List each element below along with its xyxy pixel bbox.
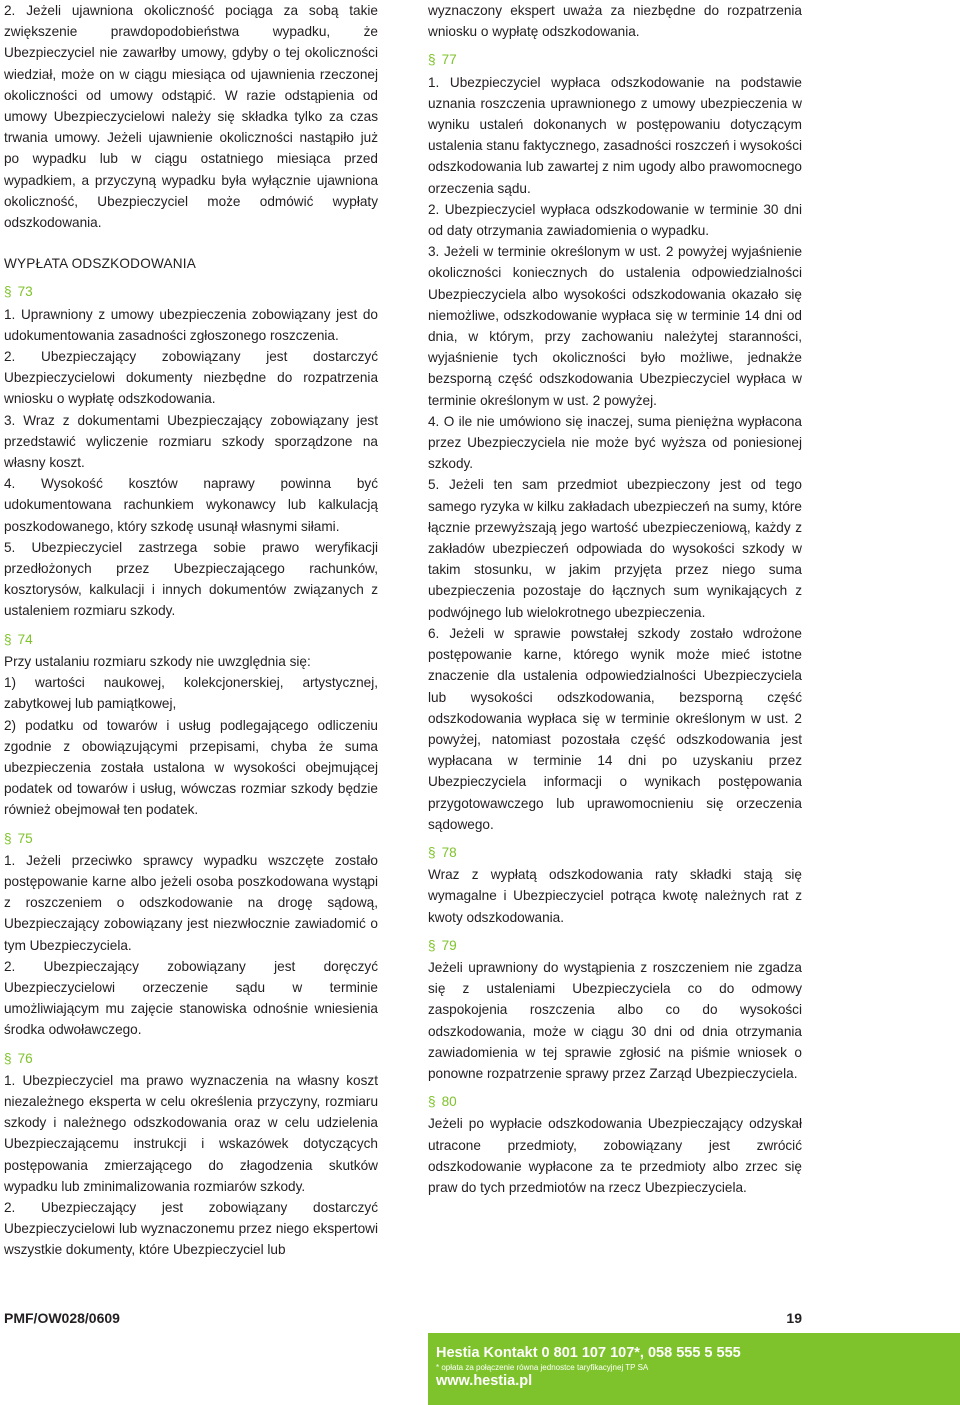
paragraph: 4. Wysokość kosztów naprawy powinna być udokumentowana rachunkiem wykonawcy lub kalkulacją poszkodowanego, który szkodę usunął własnymi siłami. [4, 476, 378, 534]
paragraph: 2. Ubezpieczyciel wypłaca odszkodowanie w terminie 30 dni od daty otrzymania zawiadomienia o wypadku. [428, 201, 802, 239]
website-link[interactable]: www.hestia.pl [436, 1373, 533, 1389]
contact-phone-line: Hestia Kontakt 0 801 107 107*, 058 555 5 555 [436, 1345, 741, 1361]
paragraph: Wraz z wypłatą odszkodowania raty składki stają się wymagalne i Ubezpieczyciel potrąca kwotę należnych rat z kwoty odszkodowania. [428, 867, 802, 925]
section-sign: § [4, 830, 12, 846]
section-sign: § [4, 1050, 12, 1066]
section-heading: WYPŁATA ODSZKODOWANIA [4, 256, 197, 272]
right-column [428, 0, 802, 1198]
section-number-value: 78 [441, 844, 457, 860]
paragraph: 2. Ubezpieczający zobowiązany jest doręczyć Ubezpieczycielowi orzeczenie sądu w terminie umożliwiającym mu zajęcie stanowiska odnośnie wniesienia środka odwoławczego. [4, 958, 378, 1038]
contact-footnote: * opłata za połączenie równa jednostce taryfikacyjnej TP SA [436, 1363, 649, 1372]
paragraph: 1) wartości naukowej, kolekcjonerskiej, artystycznej, zabytkowej lub pamiątkowej, [4, 675, 378, 712]
section-number-value: 76 [17, 1050, 33, 1066]
paragraph: Przy ustalaniu rozmiaru szkody nie uwzględnia się: [4, 653, 311, 669]
section-sign: § [428, 937, 436, 953]
paragraph: 2. Ubezpieczający jest zobowiązany dostarczyć Ubezpieczycielowi lub wyznaczonemu przez niego ekspertowi wszystkie dokumenty, które Ubezpieczyciel lub [4, 1199, 378, 1258]
paragraph: 2. Ubezpieczający zobowiązany jest dostarczyć Ubezpieczycielowi dokumenty niezbędne do rozpatrzenia wniosku o wypłatę odszkodowania. [4, 349, 378, 407]
section-sign: § [4, 631, 12, 647]
section-sign: § [428, 52, 436, 68]
contact-bar [428, 1333, 960, 1405]
left-column [4, 0, 378, 1261]
section-number [4, 281, 378, 302]
paragraph: 2) podatku od towarów i usług podlegającego odliczeniu zgodnie z obowiązującymi przepisami, chyba że suma ubezpieczenia została ustalona w wysokości obejmującej podatek od towarów i usług, wówczas rozmiar szkody będzie również obejmował ten podatek. [4, 717, 378, 818]
section-number [4, 629, 378, 650]
section-number-value: 73 [17, 284, 33, 300]
paragraph: wyznaczony ekspert uważa za niezbędne do rozpatrzenia wniosku o wypłatę odszkodowania. [428, 3, 802, 40]
section-number [4, 1048, 378, 1069]
paragraph: 1. Ubezpieczyciel ma prawo wyznaczenia na własny koszt niezależnego eksperta w celu określenia przyczyny, rozmiaru szkody i należnego odszkodowania oraz w celu udzielenia Ubezpieczającemu instrukcji i wskazówek dotyczących postępowania zmierzającego do złagodzenia skutków wypadku lub zminimalizowania rozmiarów szkody. [4, 1072, 378, 1194]
paragraph: 1. Ubezpieczyciel wypłaca odszkodowanie na podstawie uznania roszczenia uprawnionego z umowy ubezpieczenia w wyniku ustaleń dokonanych w postępowaniu dotyczącym ustalenia stanu faktycznego, zasadności roszczeń i wysokości odszkodowania lub zawartej z nim ugody albo prawomocnego orzeczenia sądu. [428, 74, 803, 196]
page-number: 19 [786, 1310, 802, 1326]
section-sign: § [4, 284, 12, 300]
section-sign: § [428, 1094, 436, 1110]
section-number-value: 74 [17, 631, 33, 647]
paragraph: 3. Jeżeli w terminie określonym w ust. 2 powyżej wyjaśnienie okoliczności koniecznych do ustalenia odpowiedzialności Ubezpieczyciela albo wysokości odszkodowania okazało się niemożliwe, odszkodowanie wypłaca się w terminie 14 dni od dnia, w którym, przy zachowaniu należytej staranności, wyjaśnienie tych okoliczności było możliwe, jednakże bezsporną część odszkodowania Ubezpieczyciel wypłaca w terminie określonym w ust. 2 powyżej. [428, 244, 802, 408]
section-sign: § [428, 844, 436, 860]
paragraph: 5. Ubezpieczyciel zastrzega sobie prawo weryfikacji przedłożonych przez Ubezpieczającego rachunków, kosztorysów, kalkulacji i innych dokumentów związanych z ustaleniem rozmiaru szkody. [4, 539, 378, 619]
paragraph: 3. Wraz z dokumentami Ubezpieczający zobowiązany jest przedstawić wyliczenie rozmiaru szkody sporządzone na własny koszt. [4, 412, 378, 471]
section-number-value: 79 [441, 937, 457, 953]
paragraph: 2. Jeżeli ujawniona okoliczność pociąga za sobą takie zwiększenie prawdopodobieństwa wypadku, że Ubezpieczyciel nie zawarłby umowy, gdyby o tej okoliczności wiedział, może on w ciągu miesiąca od ujawnienia rzeczonej okoliczności od umowy odstąpić. W razie odstąpienia od umowy Ubezpieczycielowi należy się składka tylko za czas trwania umowy. Jeżeli ujawnienie okoliczności nastąpiło już po wypadku lub w ciągu ostatniego miesiąca przed wypadkiem, a przyczyną wypadku była wyłącznie ujawniona okoliczność, Ubezpieczyciel może odmówić wypłaty odszkodowania. [4, 3, 378, 231]
paragraph: 4. O ile nie umówiono się inaczej, suma pieniężna wypłacona przez Ubezpieczyciela nie może być wyższa od poniesionej szkody. [428, 413, 802, 472]
paragraph: 1. Jeżeli przeciwko sprawcy wypadku wszczęte zostało postępowanie karne albo jeżeli osoba poszkodowana wystąpi z roszczeniem o odszkodowanie na drogę sądową, Ubezpieczający zobowiązany jest niezwłocznie zawiadomić o tym Ubezpieczyciela. [4, 852, 378, 953]
section-number [4, 828, 378, 849]
document-code: PMF/OW028/0609 [4, 1310, 120, 1326]
section-number-value: 80 [441, 1094, 457, 1110]
section-number [428, 935, 802, 956]
section-number-value: 77 [441, 52, 457, 68]
paragraph: 1. Uprawniony z umowy ubezpieczenia zobowiązany jest do udokumentowania zasadności zgłoszonego roszczenia. [4, 306, 378, 343]
section-number [428, 842, 802, 863]
paragraph: 5. Jeżeli ten sam przedmiot ubezpieczony jest od tego samego ryzyka w kilku zakładach ubezpieczeń na sumy, które łącznie przewyższają jego wartość ubezpieczeniową, każdy z zakładów ubezpieczeń odpowiada do wysokości szkody w takim stosunku, w jakim przyjęta przez niego suma ubezpieczenia pozostaje do łącznych sum wynikających z podwójnego lub wielokrotnego ubezpieczenia. [428, 477, 802, 620]
section-number [428, 1091, 802, 1112]
section-number-value: 75 [17, 830, 33, 846]
paragraph: Jeżeli po wypłacie odszkodowania Ubezpieczający odzyskał utracone przedmioty, zobowiązany jest zwrócić odszkodowanie wypłacone za te przedmioty albo zrzec się praw do tych przedmiotów na rzecz Ubezpieczyciela. [428, 1116, 802, 1195]
paragraph: 6. Jeżeli w sprawie powstałej szkody zostało wdrożone postępowanie karne, którego wynik może mieć istotne znaczenie dla ustalenia odpowiedzialności Ubezpieczyciela lub wysokości odszkodowania, bezsporną część odszkodowania wypłaca się w terminie określonym w ust. 2 powyżej, natomiast pozostała część odszkodowania jest wypłacana w terminie 14 dni po uzyskaniu przez Ubezpieczyciela informacji o wynikach postępowania przygotowawczego lub uprawomocnieniu się orzeczenia sądowego. [428, 625, 802, 832]
section-number [428, 49, 802, 70]
paragraph: Jeżeli uprawniony do wystąpienia z roszczeniem nie zgadza się z ustaleniami Ubezpieczyciela co do odmowy zaspokojenia roszczenia albo co do wysokości odszkodowania, może w ciągu 30 dni od dnia otrzymania zawiadomienia w tej sprawie zgłosić na piśmie wniosek o ponowne rozpatrzenie sprawy przez Zarząd Ubezpieczyciela. [428, 959, 802, 1081]
